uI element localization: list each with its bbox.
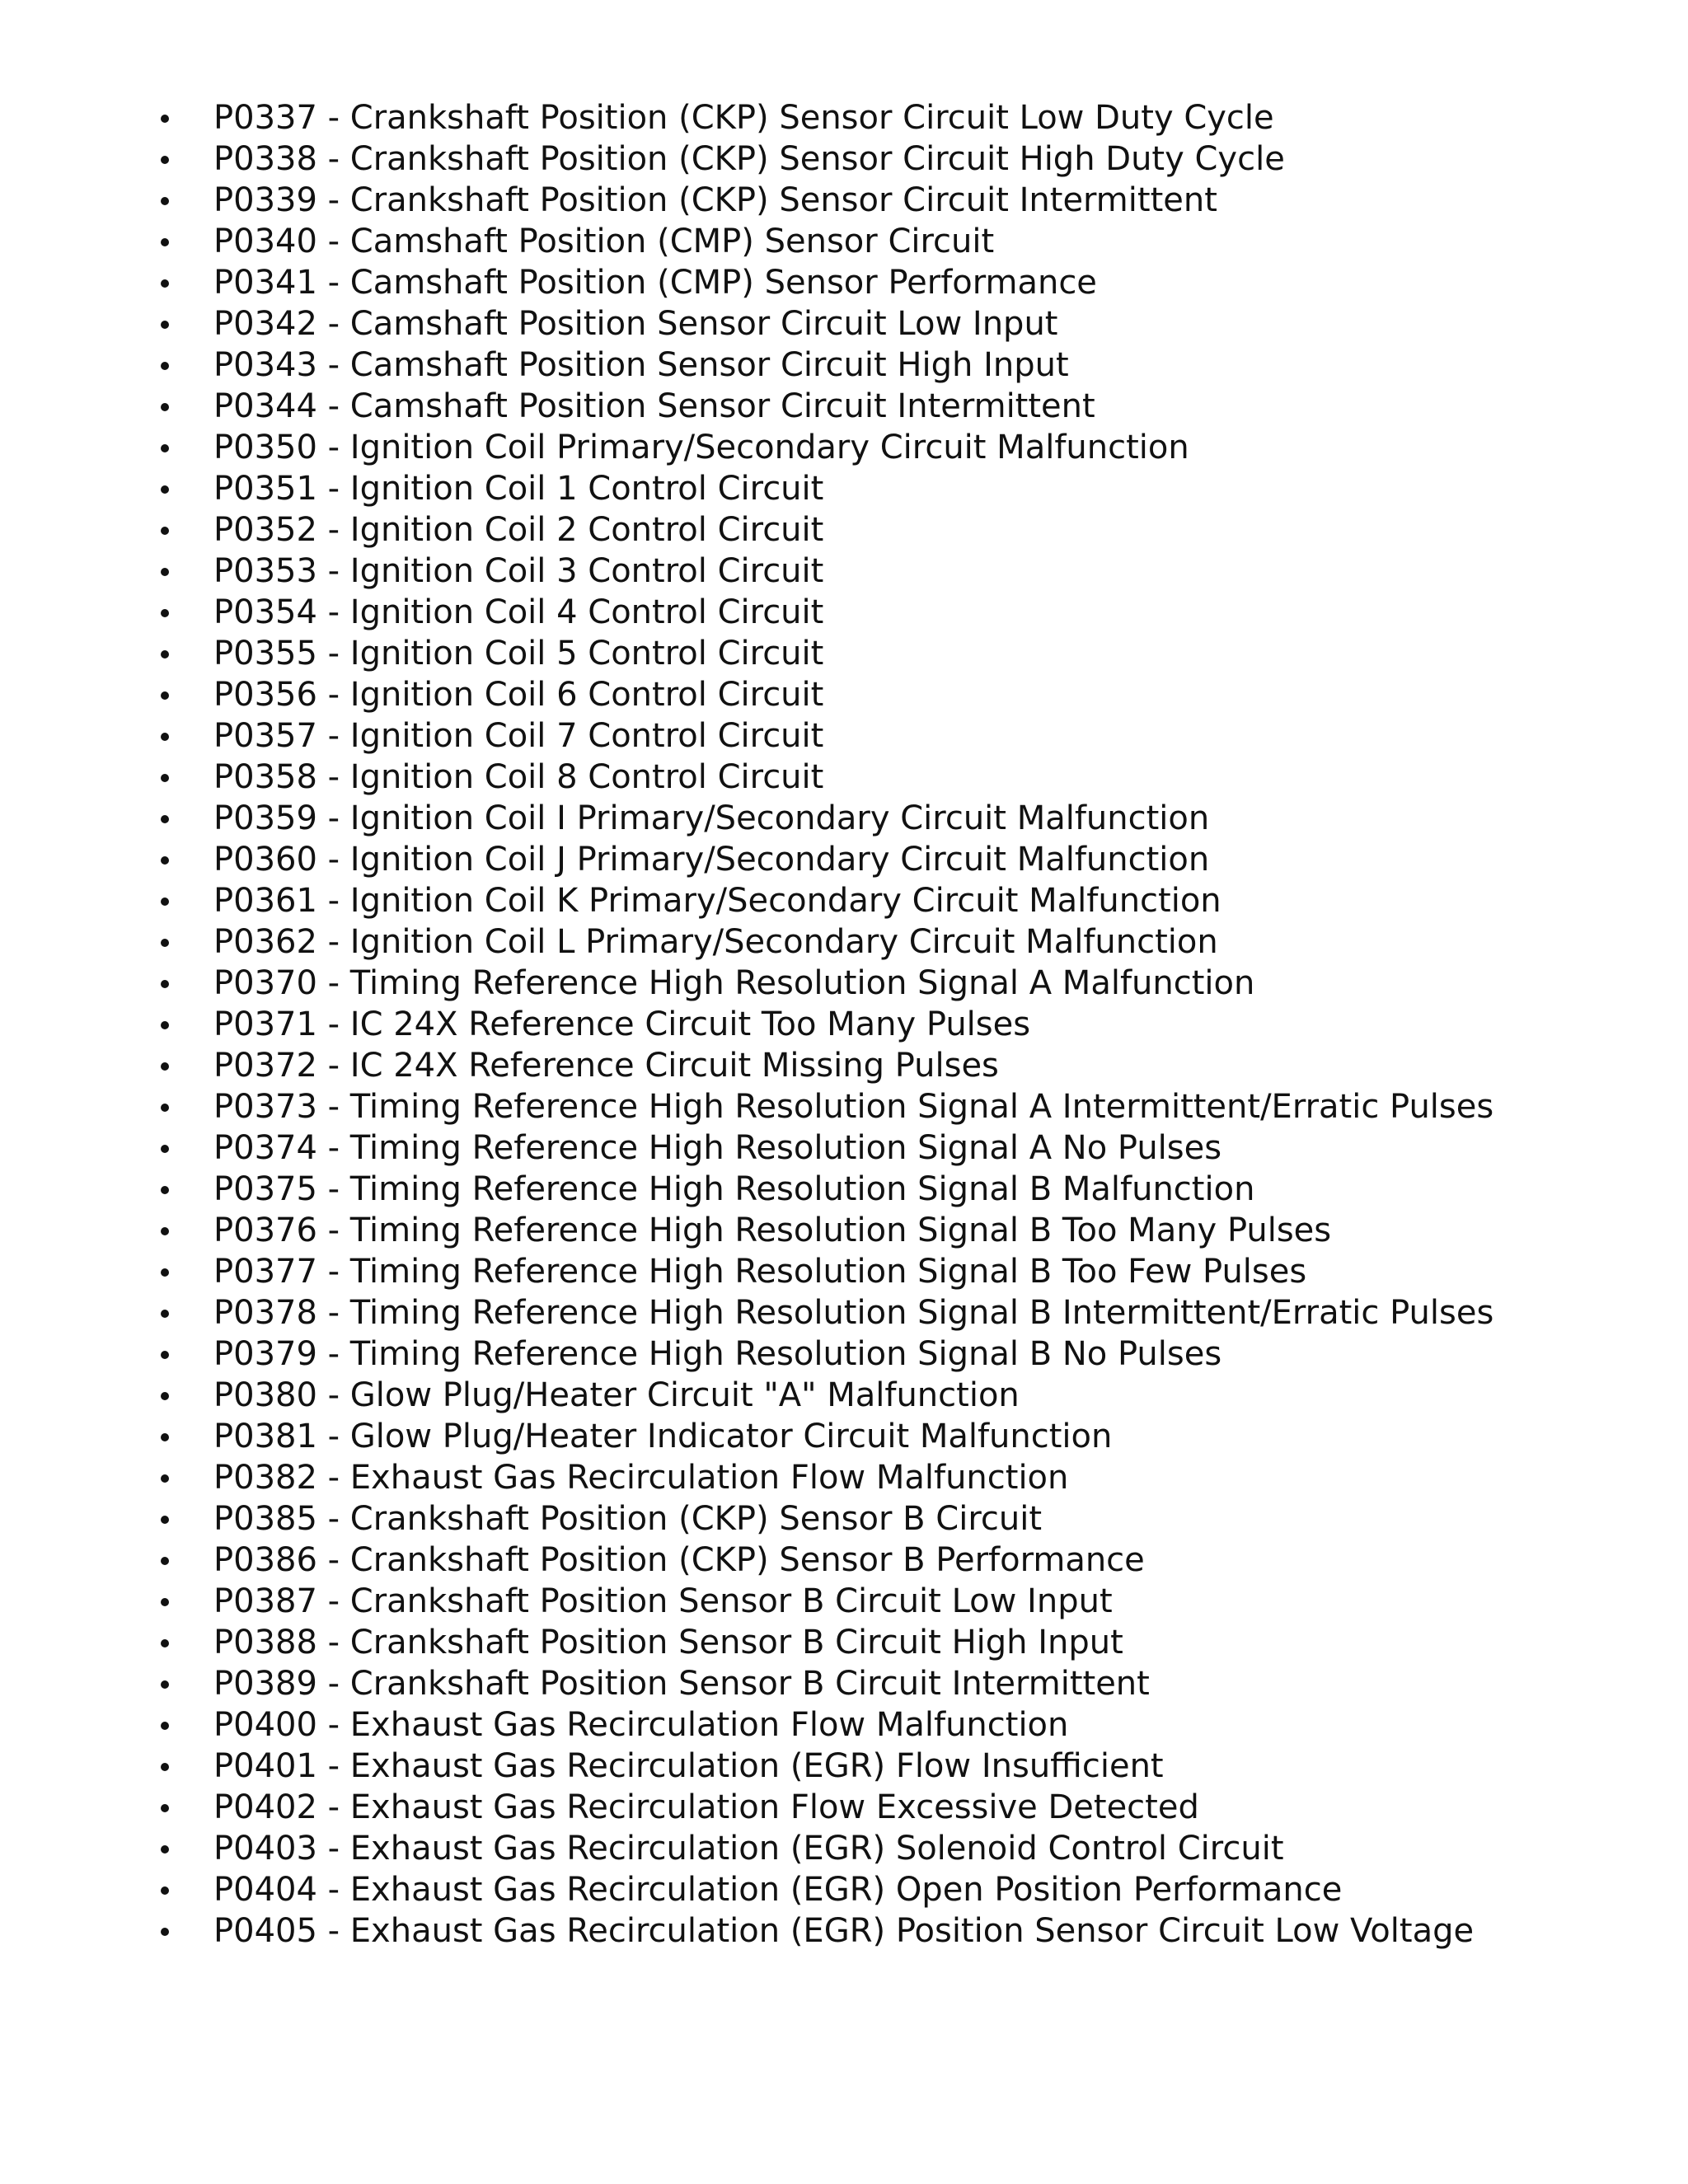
bullet-icon [161, 1763, 169, 1771]
list-item [161, 1086, 1493, 1127]
list-item-text: P0338 - Crankshaft Position (CKP) Sensor Circuit High Duty Cycle [213, 140, 1285, 178]
list-item [161, 551, 1493, 592]
list-item [161, 468, 1493, 509]
list-item [161, 1746, 1493, 1787]
bullet-icon [161, 650, 169, 658]
bullet-icon [161, 1639, 169, 1647]
list-item-text: P0342 - Camshaft Position Sensor Circuit Low Input [213, 305, 1058, 343]
bullet-icon [161, 1557, 169, 1565]
list-item [161, 1333, 1493, 1375]
bullet-icon [161, 1268, 169, 1277]
list-item [161, 921, 1493, 963]
list-item [161, 344, 1493, 386]
list-item-text: P0340 - Camshaft Position (CMP) Sensor Circuit [213, 223, 995, 260]
bullet-icon [161, 1062, 169, 1071]
list-item-text: P0375 - Timing Reference High Resolution Signal B Malfunction [213, 1170, 1255, 1208]
list-item-text: P0371 - IC 24X Reference Circuit Too Many Pulses [213, 1005, 1031, 1043]
bullet-icon [161, 609, 169, 617]
bullet-icon [161, 197, 169, 205]
bullet-icon [161, 691, 169, 700]
bullet-icon [161, 1227, 169, 1235]
bullet-icon [161, 1186, 169, 1194]
list-item-text: P0359 - Ignition Coil I Primary/Secondary Circuit Malfunction [213, 799, 1210, 837]
list-item-text: P0379 - Timing Reference High Resolution Signal B No Pulses [213, 1335, 1222, 1373]
bullet-icon [161, 1310, 169, 1318]
list-item-text: P0339 - Crankshaft Position (CKP) Sensor Circuit Intermittent [213, 181, 1217, 219]
list-item-text: P0401 - Exhaust Gas Recirculation (EGR) Flow Insufficient [213, 1747, 1164, 1785]
list-item-text: P0402 - Exhaust Gas Recirculation Flow Excessive Detected [213, 1788, 1199, 1826]
list-item [161, 1622, 1493, 1663]
bullet-icon [161, 115, 169, 123]
bullet-icon [161, 1474, 169, 1483]
list-item-text: P0403 - Exhaust Gas Recirculation (EGR) Solenoid Control Circuit [213, 1830, 1284, 1868]
list-item-text: P0373 - Timing Reference High Resolution Signal A Intermittent/Erratic Pulses [213, 1088, 1494, 1126]
bullet-icon [161, 527, 169, 535]
list-item-text: P0381 - Glow Plug/Heater Indicator Circuit Malfunction [213, 1418, 1113, 1455]
list-item [161, 798, 1493, 839]
list-item [161, 1127, 1493, 1169]
bullet-icon [161, 1516, 169, 1524]
list-item-text: P0337 - Crankshaft Position (CKP) Sensor Circuit Low Duty Cycle [213, 99, 1274, 137]
list-item-text: P0385 - Crankshaft Position (CKP) Sensor B Circuit [213, 1500, 1043, 1538]
list-item [161, 1910, 1493, 1952]
list-item-text: P0357 - Ignition Coil 7 Control Circuit [213, 717, 824, 755]
bullet-icon [161, 1598, 169, 1606]
list-item [161, 880, 1493, 921]
bullet-icon [161, 568, 169, 576]
bullet-icon [161, 1722, 169, 1730]
list-item-text: P0376 - Timing Reference High Resolution Signal B Too Many Pulses [213, 1212, 1332, 1249]
list-item [161, 963, 1493, 1004]
trouble-code-list [161, 97, 1493, 1952]
list-item [161, 1292, 1493, 1333]
bullet-icon [161, 1392, 169, 1400]
list-item [161, 1663, 1493, 1704]
list-item [161, 1787, 1493, 1828]
list-item-text: P0389 - Crankshaft Position Sensor B Circuit Intermittent [213, 1665, 1150, 1703]
list-item-text: P0386 - Crankshaft Position (CKP) Sensor B Performance [213, 1541, 1145, 1579]
list-item-text: P0370 - Timing Reference High Resolution Signal A Malfunction [213, 964, 1255, 1002]
list-item-text: P0358 - Ignition Coil 8 Control Circuit [213, 758, 824, 796]
list-item-text: P0350 - Ignition Coil Primary/Secondary Circuit Malfunction [213, 429, 1189, 466]
list-item-text: P0356 - Ignition Coil 6 Control Circuit [213, 676, 824, 714]
list-item [161, 715, 1493, 757]
bullet-icon [161, 321, 169, 329]
list-item [161, 1169, 1493, 1210]
bullet-icon [161, 1145, 169, 1153]
bullet-icon [161, 362, 169, 370]
bullet-icon [161, 1804, 169, 1812]
list-item-text: P0387 - Crankshaft Position Sensor B Circuit Low Input [213, 1582, 1113, 1620]
list-item-text: P0341 - Camshaft Position (CMP) Sensor Performance [213, 264, 1097, 302]
list-item-text: P0404 - Exhaust Gas Recirculation (EGR) Open Position Performance [213, 1871, 1343, 1909]
bullet-icon [161, 1433, 169, 1441]
list-item [161, 1540, 1493, 1581]
bullet-icon [161, 774, 169, 782]
list-item-text: P0400 - Exhaust Gas Recirculation Flow Malfunction [213, 1706, 1069, 1744]
list-item [161, 1210, 1493, 1251]
list-item [161, 839, 1493, 880]
list-item-text: P0374 - Timing Reference High Resolution Signal A No Pulses [213, 1129, 1222, 1167]
list-item-text: P0354 - Ignition Coil 4 Control Circuit [213, 593, 824, 631]
bullet-icon [161, 939, 169, 947]
bullet-icon [161, 1021, 169, 1029]
list-item [161, 1704, 1493, 1746]
bullet-icon [161, 733, 169, 741]
list-item [161, 1375, 1493, 1416]
list-item [161, 1457, 1493, 1498]
list-item [161, 1045, 1493, 1086]
bullet-icon [161, 898, 169, 906]
list-item [161, 1004, 1493, 1045]
bullet-icon [161, 815, 169, 823]
list-item [161, 1416, 1493, 1457]
list-item [161, 1498, 1493, 1540]
list-item [161, 1251, 1493, 1292]
bullet-icon [161, 403, 169, 411]
list-item-text: P0360 - Ignition Coil J Primary/Secondary Circuit Malfunction [213, 841, 1210, 879]
list-item-text: P0378 - Timing Reference High Resolution Signal B Intermittent/Erratic Pulses [213, 1294, 1494, 1332]
list-item-text: P0353 - Ignition Coil 3 Control Circuit [213, 552, 824, 590]
list-item-text: P0405 - Exhaust Gas Recirculation (EGR) Position Sensor Circuit Low Voltage [213, 1912, 1475, 1950]
bullet-icon [161, 1845, 169, 1854]
bullet-icon [161, 238, 169, 246]
list-item [161, 427, 1493, 468]
bullet-icon [161, 444, 169, 452]
list-item [161, 303, 1493, 344]
list-item [161, 180, 1493, 221]
bullet-icon [161, 1104, 169, 1112]
list-item [161, 757, 1493, 798]
list-item-text: P0352 - Ignition Coil 2 Control Circuit [213, 511, 824, 549]
list-item-text: P0343 - Camshaft Position Sensor Circuit High Input [213, 346, 1069, 384]
list-item-text: P0372 - IC 24X Reference Circuit Missing Pulses [213, 1047, 999, 1085]
list-item-text: P0382 - Exhaust Gas Recirculation Flow Malfunction [213, 1459, 1069, 1497]
list-item [161, 97, 1493, 138]
list-item-text: P0355 - Ignition Coil 5 Control Circuit [213, 635, 824, 673]
bullet-icon [161, 1680, 169, 1689]
list-item-text: P0388 - Crankshaft Position Sensor B Circuit High Input [213, 1624, 1123, 1661]
list-item-text: P0344 - Camshaft Position Sensor Circuit Intermittent [213, 387, 1095, 425]
list-item [161, 1828, 1493, 1869]
list-item [161, 1869, 1493, 1910]
list-item-text: P0380 - Glow Plug/Heater Circuit "A" Malfunction [213, 1376, 1020, 1414]
bullet-icon [161, 156, 169, 164]
list-item [161, 633, 1493, 674]
list-item [161, 221, 1493, 262]
list-item-text: P0362 - Ignition Coil L Primary/Secondary Circuit Malfunction [213, 923, 1218, 961]
bullet-icon [161, 1351, 169, 1359]
list-item [161, 386, 1493, 427]
list-item [161, 509, 1493, 551]
bullet-icon [161, 856, 169, 865]
bullet-icon [161, 279, 169, 288]
bullet-icon [161, 485, 169, 494]
list-item-text: P0361 - Ignition Coil K Primary/Secondary Circuit Malfunction [213, 882, 1221, 920]
bullet-icon [161, 980, 169, 988]
list-item [161, 674, 1493, 715]
list-item-text: P0351 - Ignition Coil 1 Control Circuit [213, 470, 824, 508]
list-item [161, 262, 1493, 303]
bullet-icon [161, 1928, 169, 1936]
list-item [161, 592, 1493, 633]
list-item [161, 1581, 1493, 1622]
bullet-icon [161, 1886, 169, 1895]
list-item [161, 138, 1493, 180]
list-item-text: P0377 - Timing Reference High Resolution Signal B Too Few Pulses [213, 1253, 1307, 1291]
